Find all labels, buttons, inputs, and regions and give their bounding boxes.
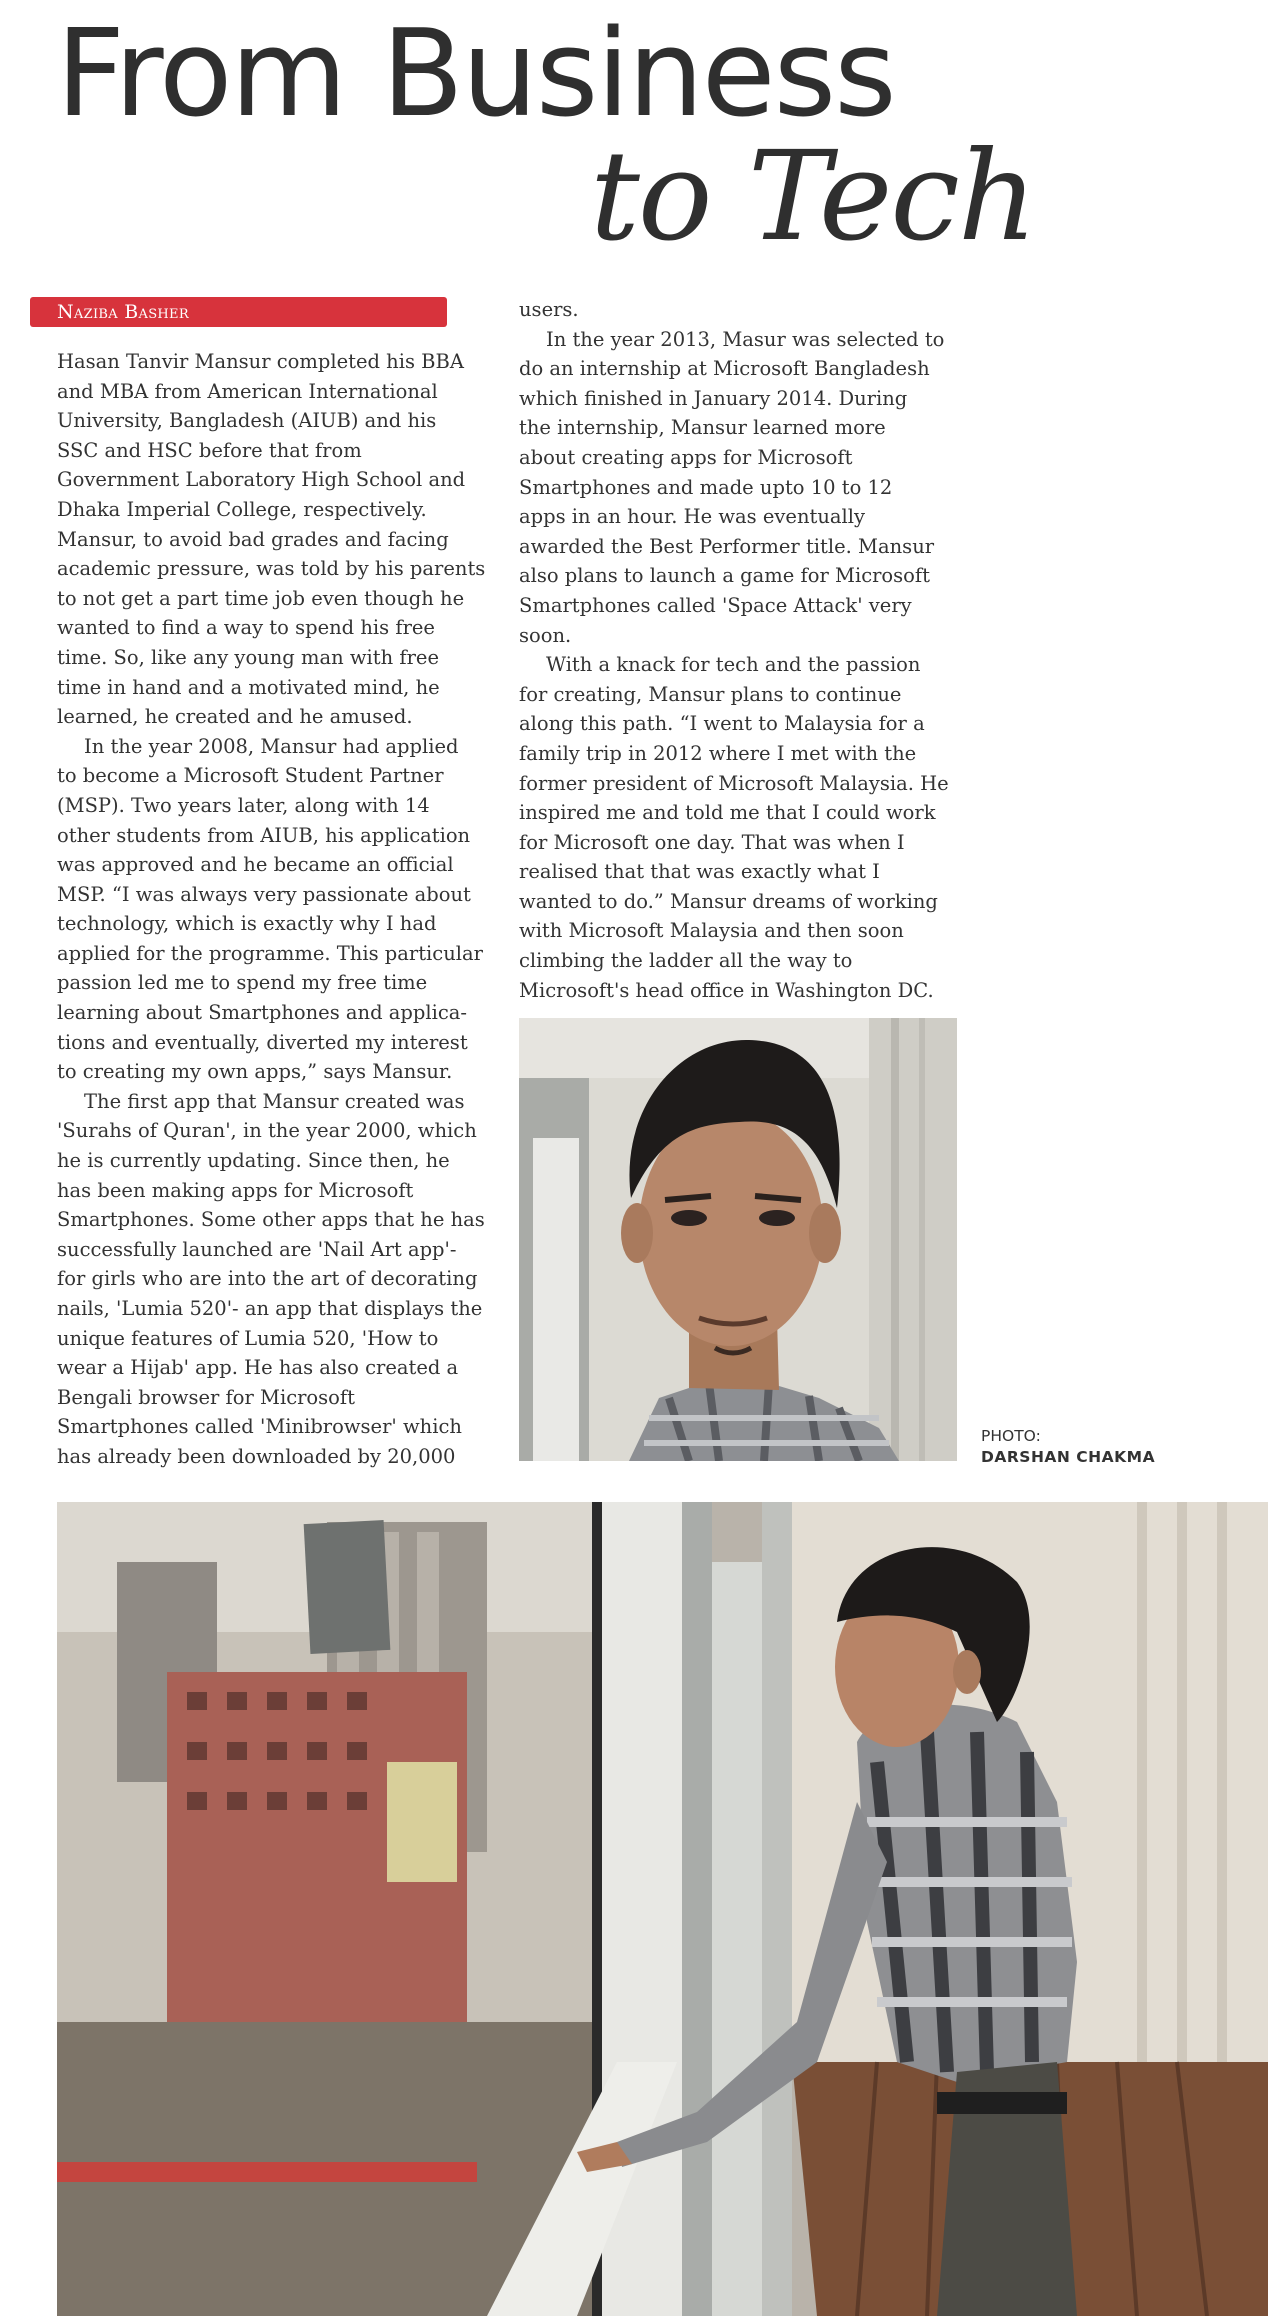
- text-line: wanted to find a way to spend his free: [57, 616, 435, 640]
- text-line: has been making apps for Microsoft: [57, 1178, 414, 1202]
- text-line: passion led me to spend my free time: [57, 971, 428, 995]
- text-line: about creating apps for Microsoft: [519, 445, 853, 469]
- text-line: In the year 2013, Masur was selected to: [546, 327, 945, 351]
- text-line: inspired me and told me that I could work: [519, 801, 936, 825]
- text-line: Mansur, to avoid bad grades and facing: [57, 527, 449, 551]
- text-line: nails, 'Lumia 520'- an app that displays the: [57, 1297, 483, 1320]
- text-line: climbing the ladder all the way to: [519, 949, 853, 973]
- text-line: University, Bangladesh (AIUB) and his: [57, 409, 437, 433]
- text-line: realised that that was exactly what I: [519, 860, 880, 884]
- photo-credit-name: DARSHAN CHAKMA: [981, 1448, 1156, 1466]
- text-line: learned, he created and he amused.: [57, 705, 413, 729]
- text-line: along this path. “I went to Malaysia for a: [519, 712, 925, 736]
- text-line: time. So, like any young man with free: [57, 645, 439, 669]
- window-photo: [57, 1502, 1268, 2316]
- text-line: applied for the programme. This particular: [57, 941, 483, 965]
- text-line: Smartphones called 'Space Attack' very: [519, 593, 912, 617]
- text-line: MSP. “I was always very passionate about: [57, 882, 471, 906]
- text-line: In the year 2008, Mansur had applied: [84, 734, 459, 758]
- text-line: (MSP). Two years later, along with 14: [57, 793, 430, 817]
- text-line: has already been downloaded by 20,000: [57, 1444, 456, 1468]
- text-line: SSC and HSC before that from: [57, 438, 362, 462]
- text-line: Smartphones and made upto 10 to 12: [519, 475, 893, 499]
- text-line: to not get a part time job even though he: [57, 586, 465, 610]
- photo-credit-label: PHOTO:: [981, 1427, 1041, 1445]
- text-line: former president of Microsoft Malaysia. He: [519, 771, 949, 795]
- text-line: awarded the Best Performer title. Mansur: [519, 534, 935, 558]
- text-line: which finished in January 2014. During: [519, 386, 908, 410]
- text-line: was approved and he became an official: [57, 853, 454, 877]
- portrait-photo: [519, 1018, 957, 1461]
- text-line: apps in an hour. He was eventually: [519, 505, 866, 529]
- text-line: other students from AIUB, his application: [57, 823, 471, 847]
- text-line: to creating my own apps,” says Mansur.: [57, 1060, 453, 1084]
- text-line: The first app that Mansur created was: [84, 1089, 465, 1113]
- text-line: successfully launched are 'Nail Art app'-: [57, 1237, 457, 1261]
- text-line: wanted to do.” Mansur dreams of working: [519, 889, 938, 913]
- text-line: 'Surahs of Quran', in the year 2000, which: [57, 1119, 477, 1143]
- text-line: for girls who are into the art of decorating: [57, 1267, 478, 1291]
- text-line: tions and eventually, diverted my interest: [57, 1030, 468, 1054]
- text-line: Hasan Tanvir Mansur completed his BBA: [57, 350, 464, 373]
- text-line: Smartphones called 'Minibrowser' which: [57, 1415, 462, 1439]
- text-line: Microsoft's head office in Washington DC.: [519, 978, 934, 1002]
- text-line: time in hand and a motivated mind, he: [57, 675, 440, 699]
- text-line: do an internship at Microsoft Bangladesh: [519, 357, 930, 381]
- text-line: with Microsoft Malaysia and then soon: [519, 919, 904, 943]
- text-line: to become a Microsoft Student Partner: [57, 764, 444, 788]
- text-line: for creating, Mansur plans to continue: [519, 682, 902, 706]
- text-line: academic pressure, was told by his parents: [57, 557, 486, 581]
- headline-line-2: to Tech: [590, 125, 1036, 269]
- text-line: learning about Smartphones and applica-: [57, 1001, 467, 1025]
- text-line: users.: [519, 298, 579, 321]
- headline-line-1: From Business: [56, 5, 895, 144]
- article-column-1: [57, 347, 497, 1472]
- text-line: family trip in 2012 where I met with the: [519, 741, 917, 765]
- text-line: the internship, Mansur learned more: [519, 416, 886, 440]
- text-line: Government Laboratory High School and: [57, 468, 466, 492]
- text-line: for Microsoft one day. That was when I: [519, 830, 905, 854]
- photo-credit: [981, 1426, 1155, 1468]
- text-line: also plans to launch a game for Microsoft: [519, 564, 930, 588]
- text-line: wear a Hijab' app. He has also created a: [57, 1356, 459, 1380]
- text-line: With a knack for tech and the passion: [546, 653, 921, 677]
- byline-bar: [30, 297, 447, 327]
- byline-author: Naziba Basher: [57, 301, 189, 323]
- text-line: unique features of Lumia 520, 'How to: [57, 1326, 439, 1350]
- article-column-2: [519, 295, 959, 1005]
- text-line: Smartphones. Some other apps that he has: [57, 1208, 485, 1232]
- text-line: Dhaka Imperial College, respectively.: [57, 497, 427, 521]
- text-line: technology, which is exactly why I had: [57, 912, 437, 936]
- text-line: soon.: [519, 623, 572, 647]
- text-line: and MBA from American International: [57, 379, 438, 403]
- text-line: he is currently updating. Since then, he: [57, 1149, 450, 1173]
- text-line: Bengali browser for Microsoft: [57, 1385, 355, 1409]
